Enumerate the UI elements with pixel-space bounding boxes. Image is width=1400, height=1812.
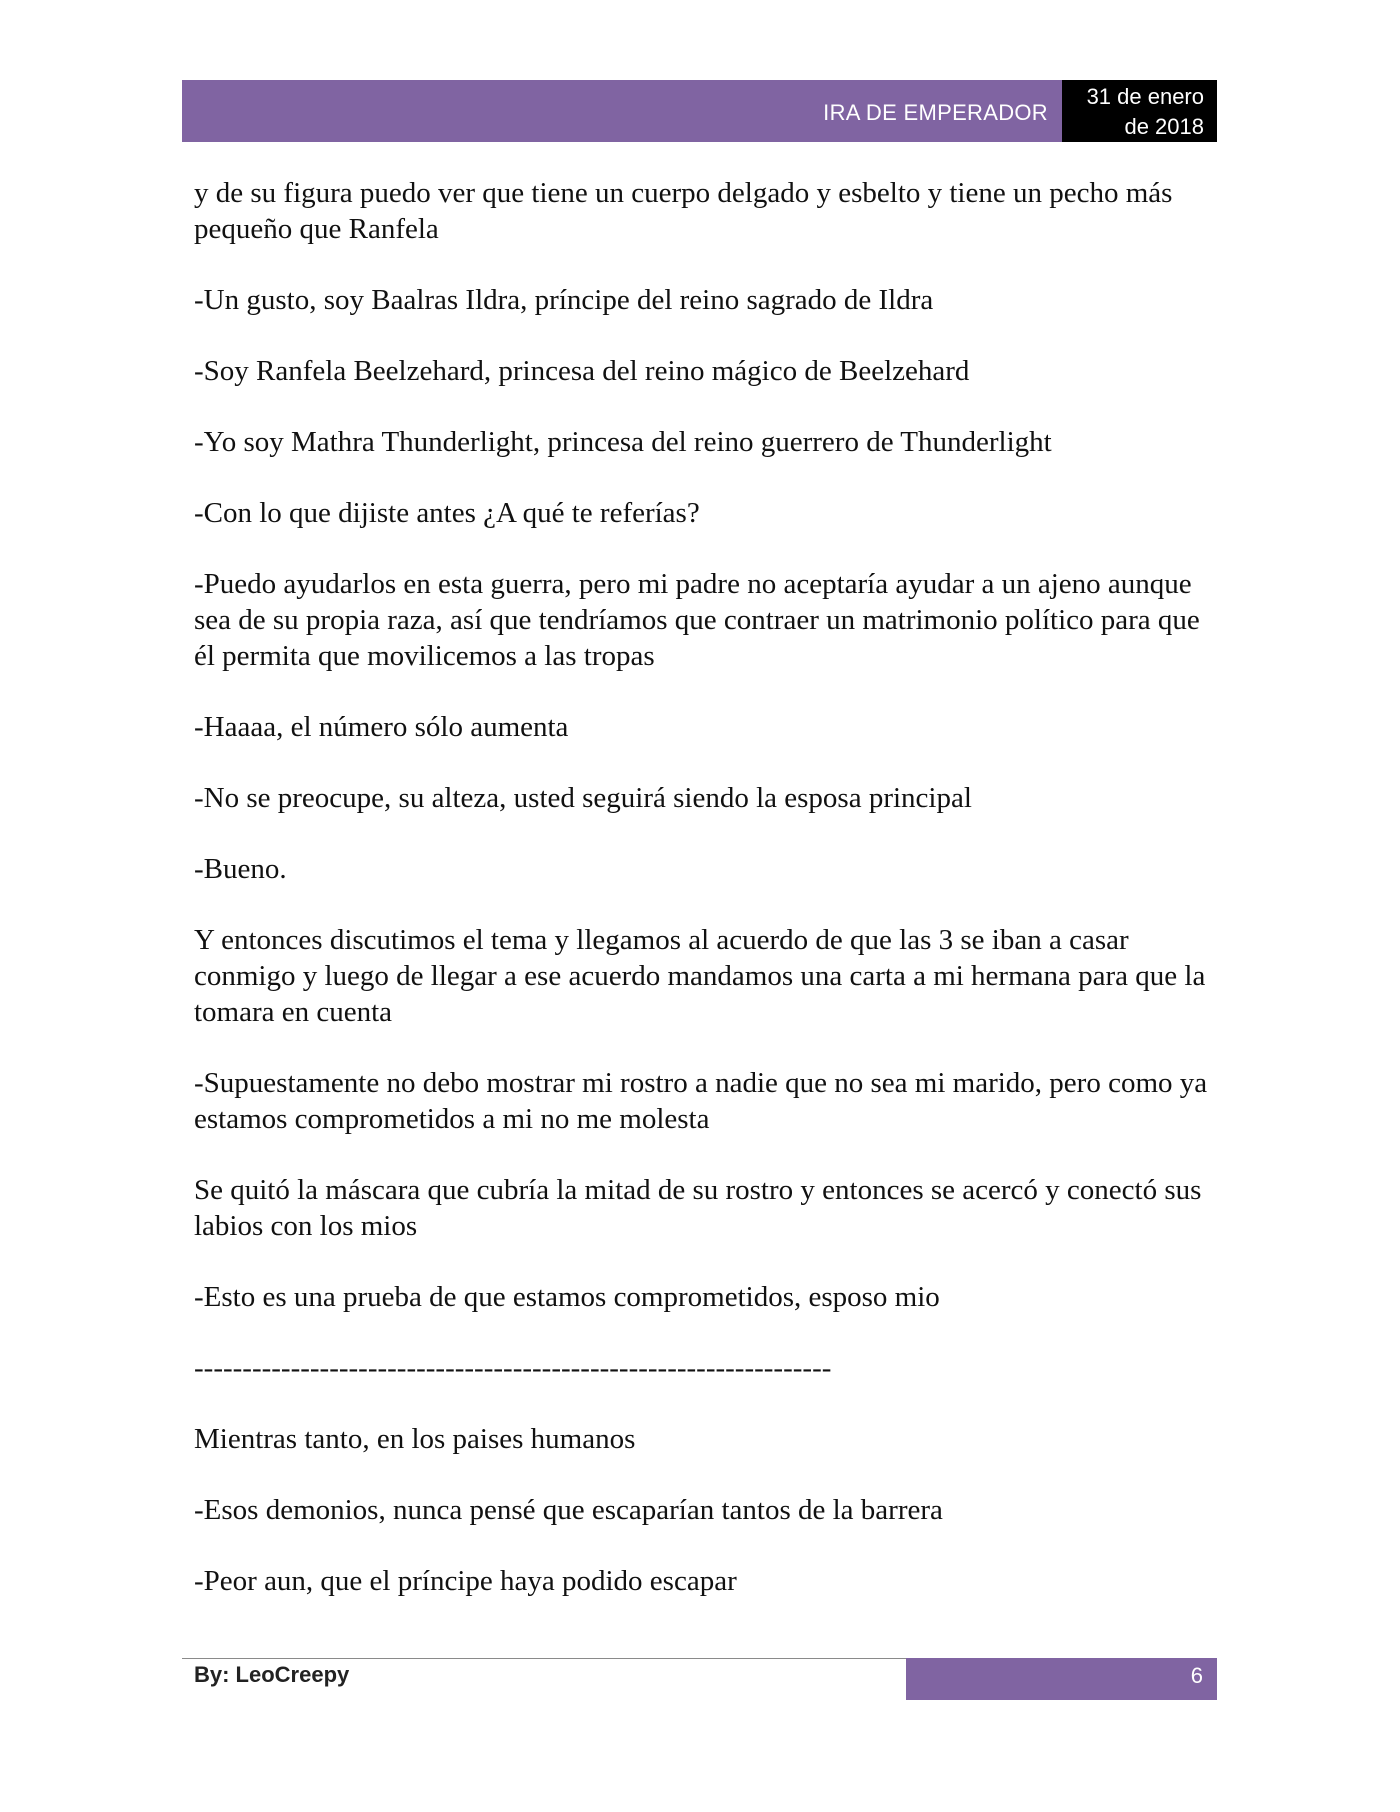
footer-divider	[182, 1658, 906, 1659]
paragraph: -Con lo que dijiste antes ¿A qué te referías?	[194, 497, 700, 529]
paragraph: -Supuestamente no debo mostrar mi rostro a nadie que no sea mi marido, pero como ya estamos comprometidos a mi no me molesta	[194, 1067, 1208, 1135]
page-number: 6	[1190, 1663, 1203, 1688]
paragraph: Y entonces discutimos el tema y llegamos al acuerdo de que las 3 se iban a casar conmigo y luego de llegar a ese acuerdo mandamos una carta a mi hermana para que la tomara en cuenta	[194, 924, 1206, 1028]
paragraph: -Esos demonios, nunca pensé que escaparían tantos de la barrera	[194, 1494, 943, 1526]
header-bar	[182, 80, 1062, 142]
paragraph: -Haaaa, el número sólo aumenta	[194, 711, 569, 743]
paragraph: -Un gusto, soy Baalras Ildra, príncipe del reino sagrado de Ildra	[194, 284, 934, 316]
paragraph: -Peor aun, que el príncipe haya podido escapar	[194, 1565, 737, 1597]
paragraph: Se quitó la máscara que cubría la mitad de su rostro y entonces se acercó y conectó sus labios con los mios	[194, 1174, 1202, 1242]
date-line-2: de 2018	[1124, 114, 1204, 139]
body-text	[194, 175, 1214, 1634]
paragraph: -Bueno.	[194, 853, 287, 885]
document-title: IRA DE EMPERADOR	[823, 100, 1048, 125]
date-line-1: 31 de enero	[1086, 84, 1204, 109]
paragraph: -Soy Ranfela Beelzehard, princesa del reino mágico de Beelzehard	[194, 355, 970, 387]
paragraph: y de su figura puedo ver que tiene un cuerpo delgado y esbelto y tiene un pecho más pequeño que Ranfela	[194, 177, 1173, 245]
header-date	[1062, 80, 1217, 142]
paragraph: -Esto es una prueba de que estamos comprometidos, esposo mio	[194, 1281, 940, 1313]
scene-separator: ------------------------------------------------------------------	[194, 1352, 832, 1384]
paragraph: -Puedo ayudarlos en esta guerra, pero mi padre no aceptaría ayudar a un ajeno aunque sea de su propia raza, así que tendríamos que contraer un matrimonio político para que él permita que movilicemos a las tropas	[194, 568, 1200, 672]
footer-author: By: LeoCreepy	[194, 1662, 350, 1687]
paragraph: -Yo soy Mathra Thunderlight, princesa del reino guerrero de Thunderlight	[194, 426, 1052, 458]
paragraph: Mientras tanto, en los paises humanos	[194, 1423, 636, 1455]
paragraph: -No se preocupe, su alteza, usted seguirá siendo la esposa principal	[194, 782, 972, 814]
footer-page-bar	[906, 1658, 1217, 1700]
